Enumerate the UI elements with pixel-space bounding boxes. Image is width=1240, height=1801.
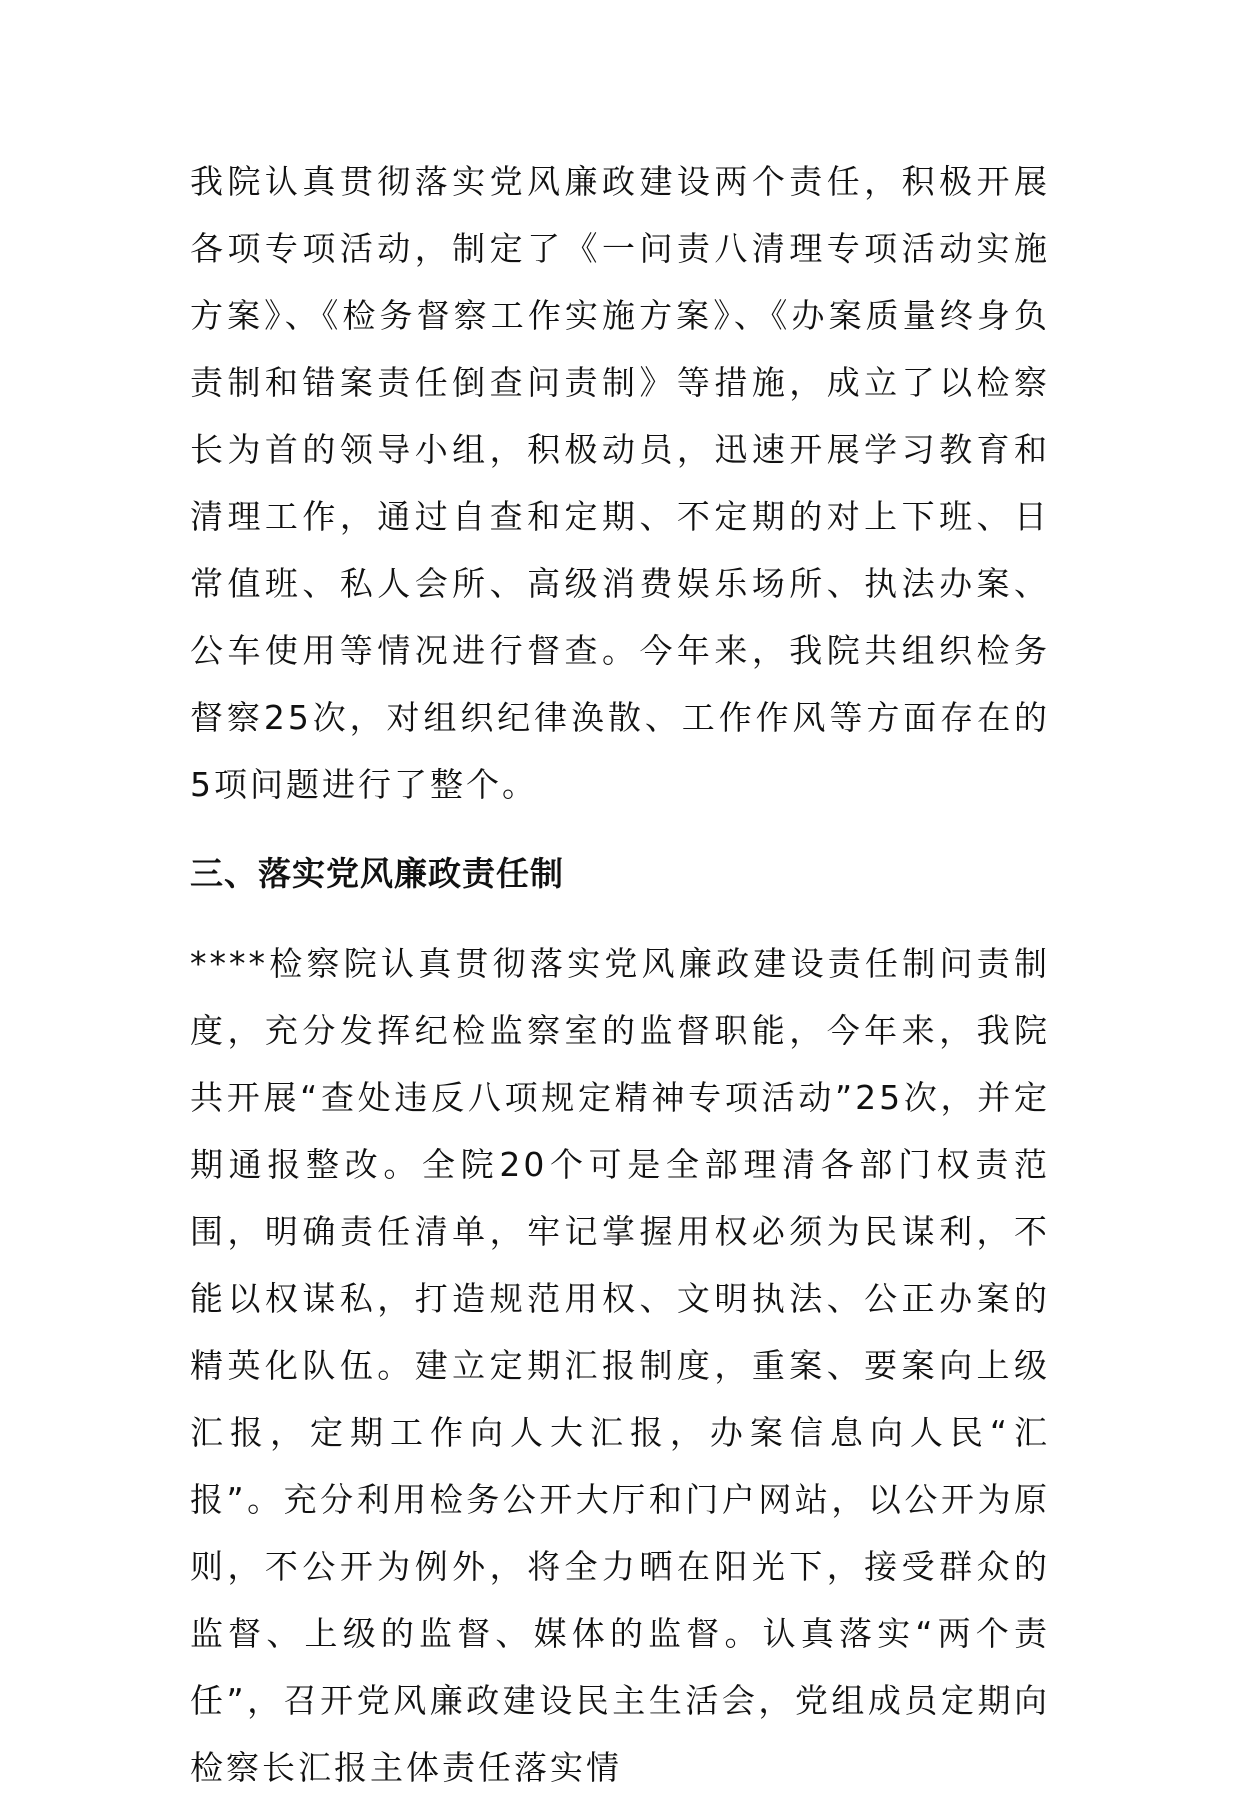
paragraph-responsibility-system: ****检察院认真贯彻落实党风廉政建设责任制问责制度，充分发挥纪检监察室的监督职能，今年来，我院共开展“查处违反八项规定精神专项活动”25次，并定期通报整改。全院20个可是全部理清各部门权责范围，明确责任清单，牢记掌握用权必须为民谋利，不能以权谋私，打造规范用权、文明执法、公正办案的精英化队伍。建立定期汇报制度，重案、要案向上级汇报，定期工作向人大汇报，办案信息向人民“汇报”。充分利用检务公开大厅和门户网站，以公开为原则，不公开为例外，将全力晒在阳光下，接受群众的监督、上级的监督、媒体的监督。认真落实“两个责任”，召开党风廉政建设民主生活会，党组成员定期向检察长汇报主体责任落实情	[190, 944, 1050, 1787]
document-body	[190, 148, 1050, 1801]
section-heading-responsibility-system: 三、落实党风廉政责任制	[190, 854, 564, 893]
paragraph-inspection-supervision: 我院认真贯彻落实党风廉政建设两个责任，积极开展各项专项活动，制定了《一问责八清理专项活动实施方案》、《检务督察工作实施方案》、《办案质量终身负责制和错案责任倒查问责制》等措施，成立了以检察长为首的领导小组，积极动员，迅速开展学习教育和清理工作，通过自查和定期、不定期的对上下班、日常值班、私人会所、高级消费娱乐场所、执法办案、公车使用等情况进行督查。今年来，我院共组织检务督察25次，对组织纪律涣散、工作作风等方面存在的5项问题进行了整个。	[190, 162, 1050, 804]
